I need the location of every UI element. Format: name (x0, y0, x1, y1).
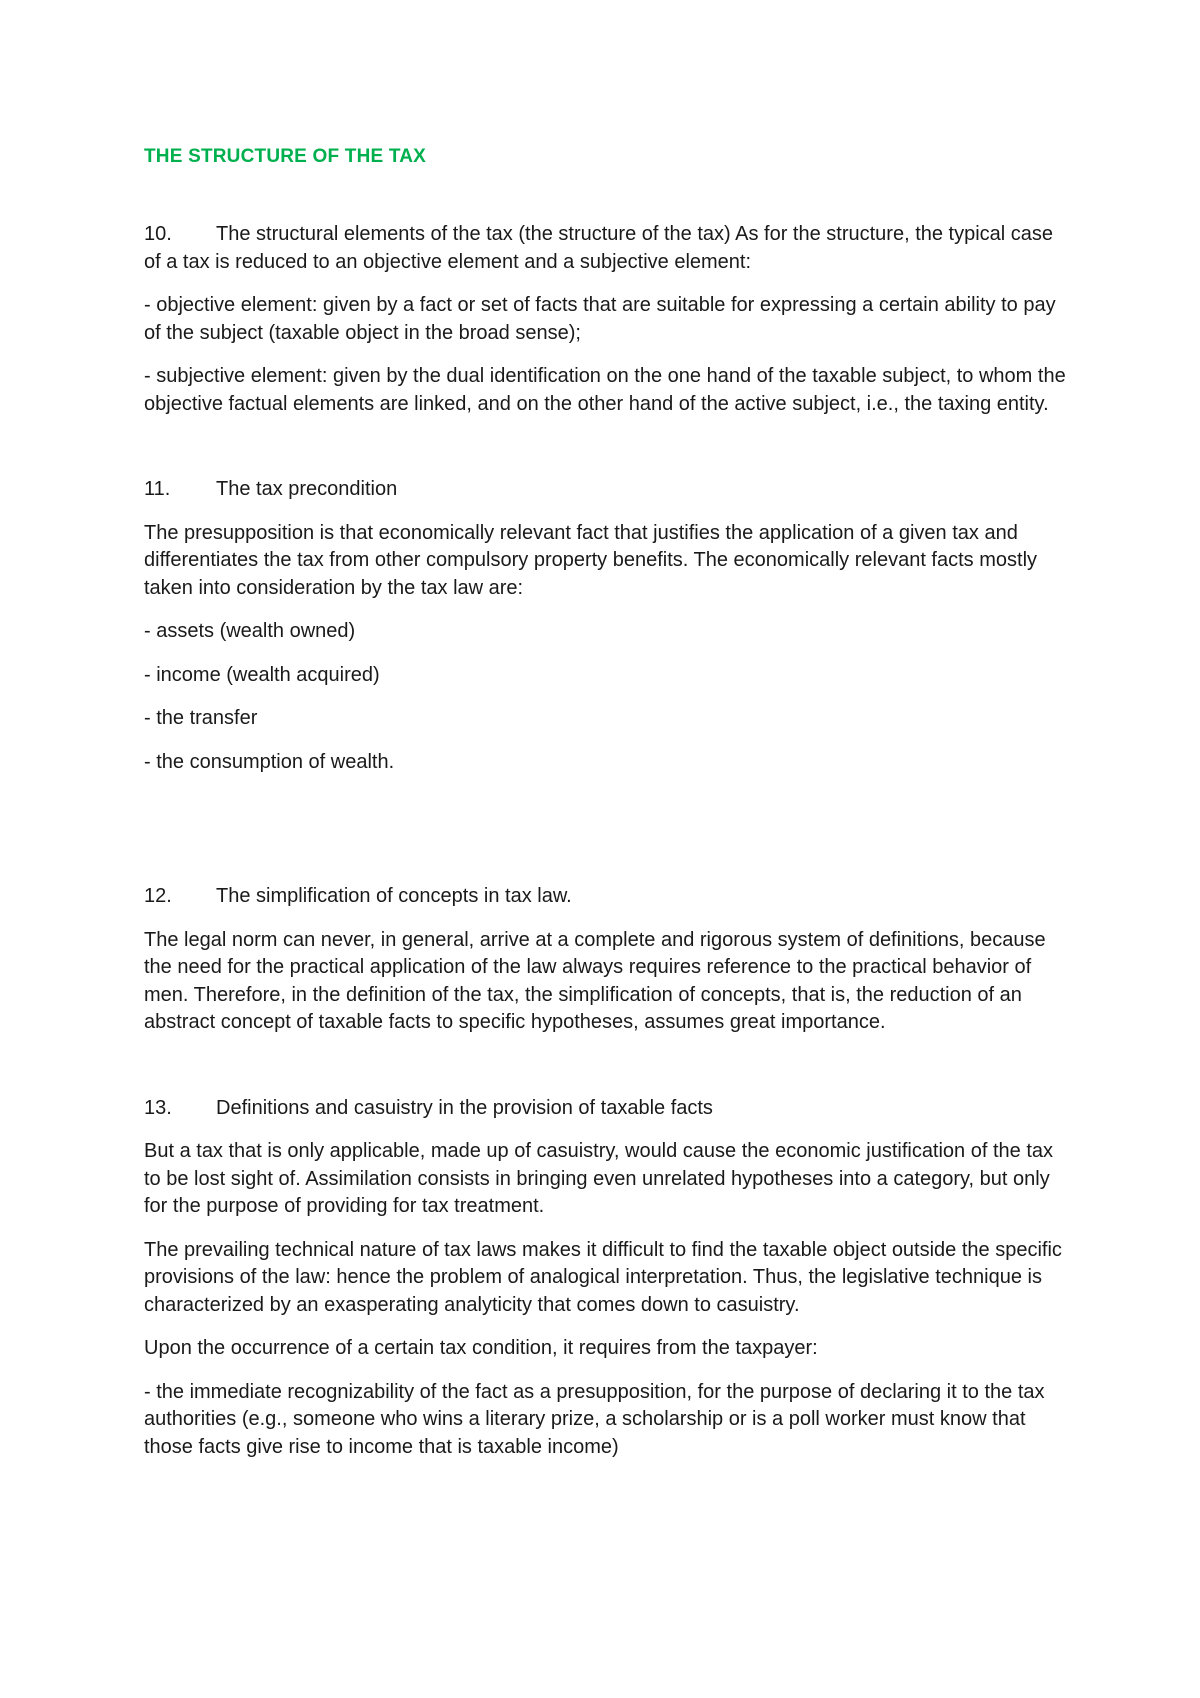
list-item: - the transfer (144, 707, 258, 729)
section-13 (144, 1095, 1074, 1462)
paragraph: But a tax that is only applicable, made up of casuistry, would cause the economic justification of the tax to be lost sight of. Assimilation consists in bringing even unrelated hypotheses into a category, but only for the purpose of providing for tax treatment. (144, 1140, 1054, 1217)
paragraph: Upon the occurrence of a certain tax condition, it requires from the taxpayer: (144, 1337, 818, 1359)
section-heading-text: The structural elements of the tax (the structure of the tax) As for the structure, the typical case of a tax is reduced to an objective element and a subjective element: (144, 223, 1054, 273)
section-heading (144, 221, 1074, 276)
section-number: 11. (144, 478, 171, 500)
section-heading-text: Definitions and casuistry in the provision of taxable facts (216, 1096, 713, 1119)
section-number: 12. (144, 885, 172, 907)
section-11 (144, 476, 1074, 776)
section-heading (144, 883, 1074, 911)
paragraph: - objective element: given by a fact or set of facts that are suitable for expressing a certain ability to pay of the subject (taxable object in the broad sense); (144, 294, 1056, 344)
section-heading (144, 1095, 1074, 1123)
paragraph: The prevailing technical nature of tax laws makes it difficult to find the taxable object outside the specific provisions of the law: hence the problem of analogical interpretation. Thus, the legislative technique is characterized by an exasperating analyticity that comes down to casuistry. (144, 1238, 1062, 1316)
document-page (144, 140, 1074, 1477)
list-item: - assets (wealth owned) (144, 620, 356, 642)
section-number: 13. (144, 1096, 172, 1119)
paragraph: The presupposition is that economically relevant fact that justifies the application of a given tax and differentiates the tax from other compulsory property benefits. The economically relevant facts mostly taken into consideration by the tax law are: (144, 521, 1038, 599)
section-heading-text: The simplification of concepts in tax law. (216, 885, 572, 907)
list-item: - income (wealth acquired) (144, 663, 380, 686)
section-heading-text: The tax precondition (216, 478, 398, 500)
document-title: THE STRUCTURE OF THE TAX (144, 146, 427, 167)
list-item: - the immediate recognizability of the fact as a presupposition, for the purpose of declaring it to the tax authorities (e.g., someone who wins a literary prize, a scholarship or is a poll worker must know that those facts give rise to income that is taxable income) (144, 1380, 1045, 1458)
list-item: - the consumption of wealth. (144, 750, 395, 773)
section-12 (144, 883, 1074, 1037)
section-heading (144, 476, 1074, 504)
section-number: 10. (144, 223, 172, 245)
paragraph: The legal norm can never, in general, arrive at a complete and rigorous system of definitions, because the need for the practical application of the law always requires reference to the practical behavior of men. Therefore, in the definition of the tax, the simplification of concepts, that is, the reduction of an abstract concept of taxable facts to specific hypotheses, assumes great importance. (144, 928, 1046, 1033)
paragraph: - subjective element: given by the dual identification on the one hand of the taxable subject, to whom the objective factual elements are linked, and on the other hand of the active subject, i.e., the taxing entity. (144, 365, 1066, 415)
section-10 (144, 221, 1074, 418)
